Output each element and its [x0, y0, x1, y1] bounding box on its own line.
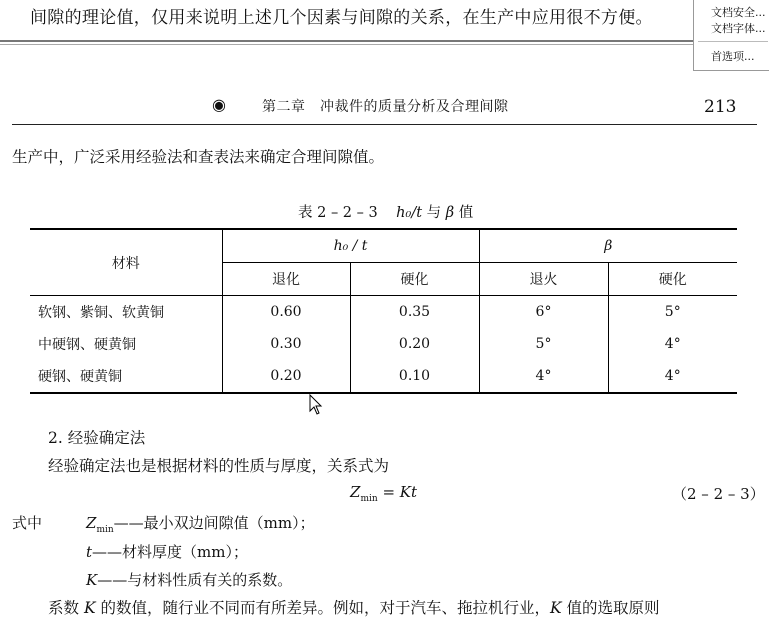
- data-table: [30, 228, 737, 394]
- cell-material: 硬钢、硬黄铜: [30, 360, 222, 393]
- cell-material: 中硬钢、硬黄铜: [38, 337, 136, 353]
- chapter-title: 第二章 冲裁件的质量分析及合理间隙: [262, 99, 509, 115]
- definition-item: K——与材料性质有关的系数。: [86, 571, 293, 589]
- menu-separator: [698, 41, 768, 42]
- table-row: [30, 296, 737, 329]
- definition-item: t——材料厚度（mm）；: [86, 543, 248, 561]
- closing-paragraph: 系数 K 的数值，随行业不同而有所差异。例如，对于汽车、拖拉机行业，K 值的选取原则: [48, 599, 660, 617]
- cell-value: 5°: [608, 296, 737, 329]
- cell-value: 0.20: [350, 328, 479, 360]
- col-group-beta: β: [479, 229, 737, 263]
- cell-value: 0.60: [222, 296, 350, 329]
- cell-material: 软钢、紫铜、软黄铜: [38, 305, 164, 321]
- cell-value: 0.10: [350, 360, 479, 393]
- equation-number: （2 – 2 – 3）: [672, 485, 765, 503]
- sub-header-b-anneal: 退火: [479, 263, 608, 296]
- menu-item-preferences[interactable]: 首选项...: [711, 50, 755, 63]
- cell-value: 6°: [479, 296, 608, 329]
- page-separator-thin: [0, 44, 700, 45]
- cell-value: 4°: [608, 328, 737, 360]
- sub-header-b-hard: 硬化: [608, 263, 737, 296]
- cell-value: 0.30: [222, 328, 350, 360]
- header-rule: [12, 124, 757, 125]
- col-group-h0t: h₀ / t: [222, 229, 479, 263]
- previous-page-text: 间隙的理论值，仅用来说明上述几个因素与间隙的关系，在生产中应用很不方便。: [30, 8, 653, 28]
- cell-value: 0.20: [222, 360, 350, 393]
- col-header-material: 材料: [30, 229, 222, 296]
- definitions-label: 式中: [12, 514, 43, 532]
- menu-item-document-security[interactable]: 文档安全...: [711, 6, 766, 19]
- table-row: [30, 360, 737, 393]
- cell-value: 0.35: [350, 296, 479, 329]
- cell-value: 4°: [479, 360, 608, 393]
- formula: $Z_{min} = Kt$: [350, 483, 418, 504]
- cell-value: 5°: [479, 328, 608, 360]
- context-menu: [693, 0, 769, 71]
- header-bullet-icon: ◉: [212, 95, 226, 114]
- sub-header-h-anneal: 退化: [222, 263, 350, 296]
- sub-header-h-hard: 硬化: [350, 263, 479, 296]
- menu-item-document-fonts[interactable]: 文档字体...: [711, 22, 766, 35]
- mouse-cursor-icon: [309, 394, 323, 416]
- section-heading: 2. 经验确定法: [48, 429, 146, 447]
- section-body: 经验确定法也是根据材料的性质与厚度，关系式为: [48, 457, 390, 475]
- page-separator: [0, 40, 700, 42]
- definition-item: $Z_{min}——$最小双边间隙值（mm）；: [86, 514, 315, 535]
- table-row: [30, 328, 737, 360]
- page-number: 213: [704, 97, 737, 117]
- table-caption: 表 2 – 2 – 3 h₀/t 与 β 值: [298, 205, 474, 221]
- intro-paragraph: 生产中，广泛采用经验法和查表法来确定合理间隙值。: [12, 148, 385, 166]
- cell-value: 4°: [608, 360, 737, 393]
